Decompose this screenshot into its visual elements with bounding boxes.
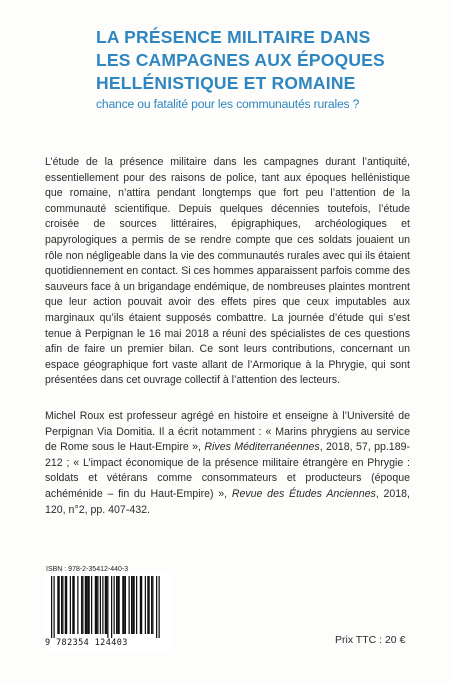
blurb-paragraph: L’étude de la présence militaire dans les campagnes durant l’antiquité, essentiellement pour des raisons de police, tant aux époques hellénistique que romaine, n’attira pendant longtemps que fort peu l’attention de la communauté scientifique. Depuis quelques décennies toutefois, l’étude croisée de sources littéraires, épigraphiques, archéologiques et papyrologiques a permis de se rendre compte que ces soldats jouaient un rôle non négligeable dans la vie des communautés rurales avec qui ils étaient quotidiennement en contact. Si ces hommes apparaissent parfois comme des sauveurs face à un brigandage endémique, de nombreuses plaintes montrent que leur action pouvait avoir des effets pires que ceux imputables aux marginaux qu’ils étaient supposés combattre. La journée d’étude qui s’est tenue à Perpignan le 16 mai 2018 a réuni des spécialistes de ces questions afin de faire un premier bilan. Ce sont leurs contributions, concernant un espace géographique fort vaste allant de l’Armorique à la Phrygie, qui sont présentées dans cet ouvrage collectif à l’attention des lecteurs. [45, 156, 410, 387]
barcode [45, 574, 171, 650]
barcode-bars [45, 574, 171, 638]
isbn-label: ISBN : 978-2-35412-440-3 [46, 566, 129, 573]
title-block [96, 26, 436, 112]
book-title-line-2: LES CAMPAGNES AUX ÉPOQUES [96, 50, 385, 70]
book-title-line-1: LA PRÉSENCE MILITAIRE DANS [96, 27, 371, 47]
bio-journal-2: Revue des Études Anciennes [231, 487, 376, 500]
author-bio [45, 409, 410, 518]
bio-text-1: Michel Roux est professeur agrégé en histoire et enseigne à l’Université de Perpignan Via Domitia. Il a écrit notamment : « Marins phrygiens au service de Rome sous le Haut-Empire », [45, 410, 410, 454]
price-label: Prix TTC : 20 € [335, 634, 406, 646]
book-subtitle: chance ou fatalité pour les communautés rurales ? [96, 97, 360, 111]
bio-text-3: , 2018, 120, n°2, pp. 407-432. [45, 487, 411, 516]
bio-text-2: , 2018, 57, pp.189-212 ; « L’impact économique de la présence militaire étrangère en Phrygie : soldats et vétérans comme consommateurs et producteurs (époque achéménide – fin du Haut-Empire) », [45, 441, 411, 500]
book-title-line-3: HELLÉNISTIQUE ET ROMAINE [96, 73, 356, 93]
blurb [45, 155, 410, 389]
barcode-digits: 9 782354 124403 [45, 638, 128, 648]
bio-journal-1: Rives Méditerranéennes [204, 441, 320, 454]
